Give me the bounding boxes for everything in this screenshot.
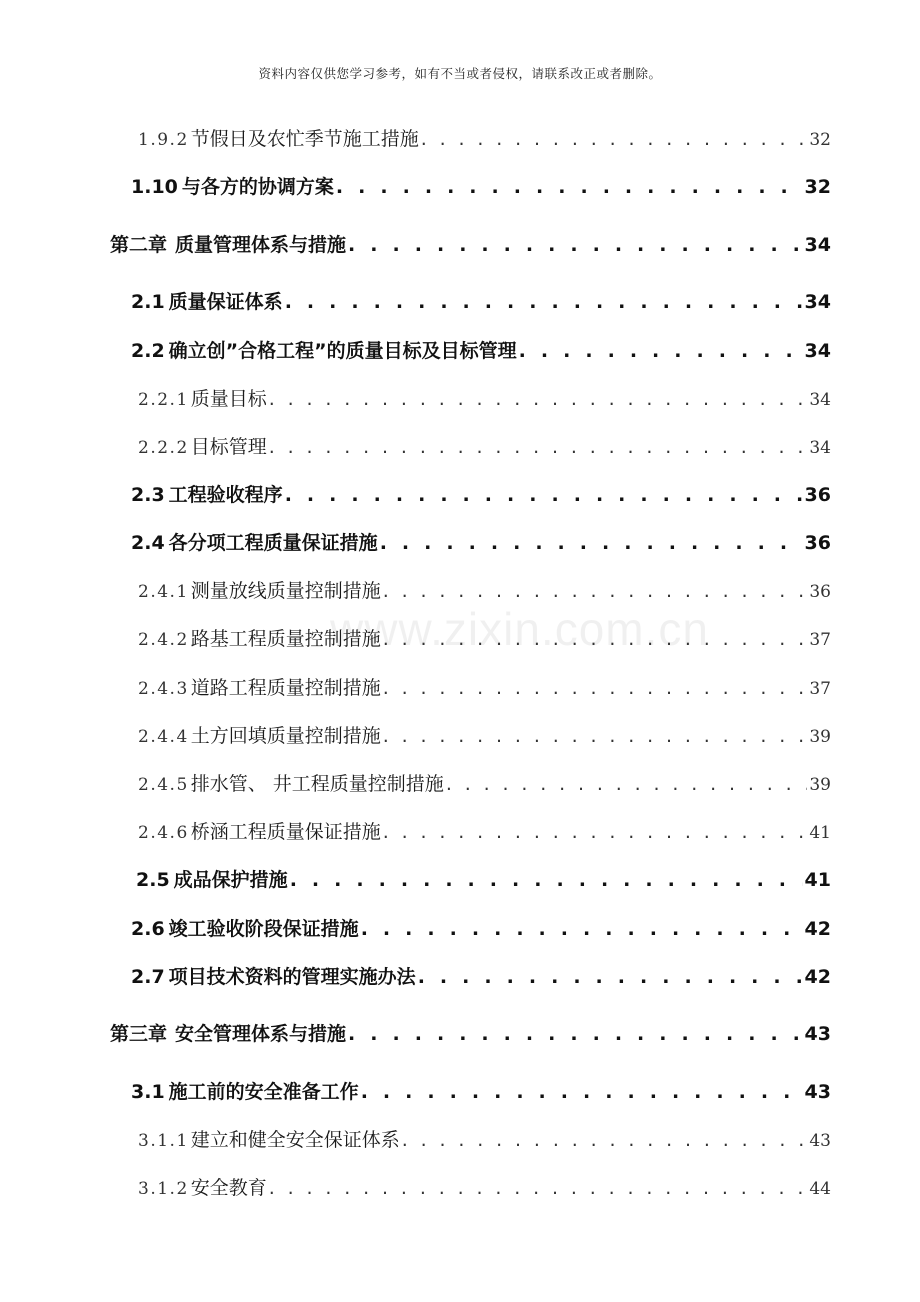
toc-entry-2-4-1[interactable] [138,576,831,603]
toc-entry-number: 2.4.6 [138,823,189,843]
toc-entry-title: 安全管理体系与措施 [175,1023,347,1045]
toc-entry-page: 44 [809,1179,831,1199]
toc-entry-title: 项目技术资料的管理实施办法 [168,966,416,988]
toc-entry-page: 34 [804,340,831,362]
toc-entry-2-4-4[interactable] [138,721,831,748]
toc-entry-number: 2.4.1 [138,582,189,602]
toc-entry-page: 39 [809,775,831,795]
toc-entry-title: 节假日及农忙季节施工措施 [190,128,419,150]
toc-entry-2-4[interactable] [131,528,831,555]
toc-entry-title: 成品保护措施 [173,869,288,891]
toc-entry-title: 确立创”合格工程”的质量目标及目标管理 [168,340,517,362]
toc-entry-2-2-1[interactable] [138,384,831,411]
toc-entry-number: 2.6 [131,918,165,940]
toc-entry-page: 42 [804,918,831,940]
toc-entry-2-4-3[interactable] [138,673,831,700]
toc-entry-number: 2.4.4 [138,727,189,747]
toc-entry-title: 与各方的协调方案 [181,176,334,198]
toc-entry-number: 3.1.1 [138,1131,189,1151]
toc-entry-page: 41 [809,823,831,843]
toc-leader-dots [383,580,808,602]
toc-entry-number: 2.7 [131,966,165,988]
watermark-text: www.zixin.com.cn [330,603,709,655]
toc-entry-number: 2.1 [131,291,165,313]
toc-entry-number: 2.5 [136,869,170,891]
toc-leader-dots [285,291,803,313]
toc-leader-dots [348,234,803,256]
toc-entry-page: 36 [809,582,831,602]
toc-entry-title: 施工前的安全准备工作 [168,1081,359,1103]
toc-leader-dots [519,340,803,362]
toc-entry-number: 第三章 [110,1023,168,1045]
toc-entry-3-1-2[interactable] [138,1173,831,1200]
toc-entry-1-10[interactable] [131,172,831,199]
toc-entry-page: 43 [809,1131,831,1151]
toc-entry-title: 道路工程质量控制措施 [190,677,381,699]
toc-entry-2-2[interactable] [131,336,831,363]
toc-entry-title: 质量目标 [190,388,267,410]
toc-entry-page: 36 [804,532,831,554]
toc-entry-title: 测量放线质量控制措施 [190,580,381,602]
toc-entry-page: 34 [804,234,831,256]
toc-leader-dots [348,1023,803,1045]
toc-entry-title: 质量管理体系与措施 [175,234,347,256]
toc-entry-2-3[interactable] [131,480,831,507]
toc-entry-title: 土方回填质量控制措施 [190,725,381,747]
toc-entry-page: 39 [809,727,831,747]
toc-entry-page: 34 [809,438,831,458]
toc-leader-dots [383,725,808,747]
toc-entry-title: 路基工程质量控制措施 [190,628,381,650]
toc-leader-dots [290,869,803,891]
toc-entry-3-1-1[interactable] [138,1125,831,1152]
toc-leader-dots [361,1081,803,1103]
toc-entry-page: 34 [809,390,831,410]
toc-entry-page: 36 [804,484,831,506]
toc-entry-page: 32 [809,130,831,150]
toc-entry-3-1[interactable] [131,1077,831,1104]
toc-entry-title: 竣工验收阶段保证措施 [168,918,359,940]
toc-entry-number: 2.2.2 [138,438,189,458]
toc-entry-number: 第二章 [110,234,168,256]
toc-leader-dots [383,821,808,843]
toc-entry-2-4-6[interactable] [138,817,831,844]
toc-entry-number: 2.2.1 [138,390,189,410]
toc-entry-title: 质量保证体系 [168,291,283,313]
toc-entry-page: 43 [804,1081,831,1103]
toc-entry-number: 2.3 [131,484,165,506]
header-disclaimer: 资料内容仅供您学习参考，如有不当或者侵权，请联系改正或者删除。 [258,66,662,81]
toc-entry-page: 42 [804,966,831,988]
toc-entry-2-4-5[interactable] [138,769,831,796]
toc-leader-dots [336,176,803,198]
toc-entry-number: 2.4.3 [138,679,189,699]
toc-leader-dots [361,918,803,940]
toc-entry-page: 32 [804,176,831,198]
toc-entry-chapter-3[interactable] [110,1019,831,1046]
toc-entry-title: 安全教育 [190,1177,267,1199]
toc-entry-number: 3.1 [131,1081,165,1103]
toc-entry-title: 建立和健全安全保证体系 [190,1129,400,1151]
toc-entry-title: 目标管理 [190,436,267,458]
toc-entry-number: 2.4.5 [138,775,189,795]
toc-entry-2-4-2[interactable] [138,624,831,651]
toc-entry-title: 排水管、 井工程质量控制措施 [190,773,444,795]
toc-entry-number: 2.4.2 [138,630,189,650]
toc-leader-dots [269,436,808,458]
toc-entry-2-2-2[interactable] [138,432,831,459]
toc-entry-number: 2.4 [131,532,165,554]
toc-entry-chapter-2[interactable] [110,230,831,257]
toc-entry-title: 各分项工程质量保证措施 [168,532,378,554]
toc-leader-dots [383,677,808,699]
toc-entry-number: 3.1.2 [138,1179,189,1199]
toc-leader-dots [383,628,808,650]
toc-entry-1-9-2[interactable] [138,124,831,151]
toc-entry-2-5[interactable] [136,865,831,892]
toc-entry-number: 1.9.2 [138,130,189,150]
toc-leader-dots [269,1177,808,1199]
toc-leader-dots [421,128,808,150]
toc-entry-number: 1.10 [131,176,178,198]
toc-entry-2-1[interactable] [131,287,831,314]
toc-entry-title: 工程验收程序 [168,484,283,506]
toc-leader-dots [285,484,803,506]
toc-entry-page: 34 [804,291,831,313]
toc-leader-dots [446,773,808,795]
toc-entry-page: 37 [809,679,831,699]
toc-entry-page: 37 [809,630,831,650]
toc-leader-dots [269,388,808,410]
toc-entry-title: 桥涵工程质量保证措施 [190,821,381,843]
toc-leader-dots [418,966,803,988]
toc-entry-2-7[interactable] [131,962,831,989]
toc-leader-dots [402,1129,808,1151]
toc-entry-page: 41 [804,869,831,891]
toc-entry-page: 43 [804,1023,831,1045]
toc-entry-number: 2.2 [131,340,165,362]
toc-leader-dots [380,532,803,554]
toc-entry-2-6[interactable] [131,914,831,941]
